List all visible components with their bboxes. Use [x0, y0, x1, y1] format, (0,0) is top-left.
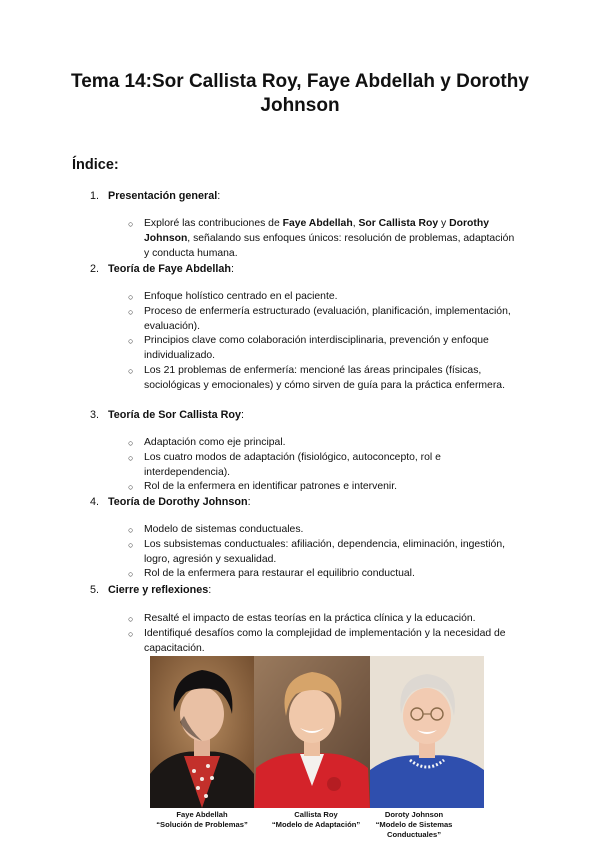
section-number: 5.	[90, 584, 100, 596]
bullet-circle-icon: ○	[128, 438, 134, 448]
list-item	[128, 334, 518, 364]
section-number: 3.	[90, 409, 100, 421]
portrait-dorothy-johnson	[370, 656, 484, 808]
bullet-text: Exploré las contribuciones de Faye Abdellah, Sor Callista Roy y Dorothy Johnson, señalando sus enfoques únicos: resolución de problemas, adaptación y conducta humana.	[144, 218, 515, 259]
bullet-circle-icon: ○	[128, 453, 134, 463]
portrait-callista-roy	[254, 656, 370, 808]
bullet-text: Rol de la enfermera en identificar patrones e intervenir.	[144, 481, 397, 492]
bullet-text: Enfoque holístico centrado en el paciente.	[144, 291, 338, 302]
section-item: 1. Presentación general:	[90, 190, 221, 202]
portrait-faye-abdellah	[150, 656, 254, 808]
section-item: 5. Cierre y reflexiones:	[90, 584, 212, 596]
list-item	[128, 305, 518, 335]
section-number: 1.	[90, 190, 100, 202]
caption-dorothy-johnson: Doroty Johnson “Modelo de Sistemas Conductuales”	[375, 810, 453, 839]
bullet-circle-icon: ○	[128, 629, 134, 639]
list-item	[128, 567, 518, 582]
list-item	[128, 290, 518, 305]
caption-callista-roy: Callista Roy “Modelo de Adaptación”	[271, 810, 361, 829]
bullet-circle-icon: ○	[128, 366, 134, 376]
bullet-text: Rol de la enfermera para restaurar el equilibrio conductual.	[144, 568, 415, 579]
caption-faye-abdellah: Faye Abdellah “Solución de Problemas”	[156, 810, 248, 829]
list-item	[128, 523, 518, 538]
bullet-circle-icon: ○	[128, 482, 134, 492]
portraits-image	[150, 656, 484, 808]
section-item: 4. Teoría de Dorothy Johnson:	[90, 496, 251, 508]
section-item: 3. Teoría de Sor Callista Roy:	[90, 409, 244, 421]
bullet-text: Modelo de sistemas conductuales.	[144, 524, 304, 535]
bullet-text: Resalté el impacto de estas teorías en la práctica clínica y la educación.	[144, 613, 476, 624]
bullet-circle-icon: ○	[128, 540, 134, 550]
bullet-text: Principios clave como colaboración interdisciplinaria, prevención y enfoque individualizado.	[144, 335, 489, 361]
section-item: 2. Teoría de Faye Abdellah:	[90, 263, 234, 275]
bullet-circle-icon: ○	[128, 614, 134, 624]
section-label: Teoría de Faye Abdellah	[108, 263, 231, 275]
list-item	[128, 217, 518, 261]
bullet-text: Los subsistemas conductuales: afiliación, dependencia, eliminación, ingestión, logro, agresión y sexualidad.	[144, 539, 506, 565]
bullet-text: Identifiqué desafíos como la complejidad de implementación y la necesidad de capacitación.	[144, 628, 506, 654]
bullet-circle-icon: ○	[128, 569, 134, 579]
bullet-text: Adaptación como eje principal.	[144, 437, 286, 448]
list-item	[128, 538, 518, 568]
list-item	[128, 480, 518, 495]
bullet-circle-icon: ○	[128, 525, 134, 535]
bullet-text: Proceso de enfermería estructurado (evaluación, planificación, implementación, evaluación).	[144, 306, 511, 332]
bullet-text: Los 21 problemas de enfermería: mencioné las áreas principales (físicas, sociológicas y emocionales) y cómo sirven de guía para la práctica enfermera.	[144, 365, 505, 391]
bullet-circle-icon: ○	[128, 219, 134, 229]
list-item	[128, 612, 518, 627]
bullet-circle-icon: ○	[128, 292, 134, 302]
list-item	[128, 627, 518, 657]
list-item	[128, 364, 518, 394]
page-title: Tema 14:Sor Callista Roy, Faye Abdellah y Dorothy Johnson	[71, 71, 529, 116]
list-item	[128, 436, 518, 451]
bullet-circle-icon: ○	[128, 336, 134, 346]
section-label: Teoría de Sor Callista Roy	[108, 409, 241, 421]
section-label: Presentación general	[108, 190, 218, 202]
bullet-circle-icon: ○	[128, 307, 134, 317]
section-label: Cierre y reflexiones	[108, 584, 209, 596]
bullet-text: Los cuatro modos de adaptación (fisiológico, autoconcepto, rol e interdependencia).	[144, 452, 441, 478]
section-label: Teoría de Dorothy Johnson	[108, 496, 248, 508]
list-item	[128, 451, 518, 481]
index-heading: Índice:	[72, 157, 119, 173]
section-number: 4.	[90, 496, 100, 508]
section-number: 2.	[90, 263, 100, 275]
